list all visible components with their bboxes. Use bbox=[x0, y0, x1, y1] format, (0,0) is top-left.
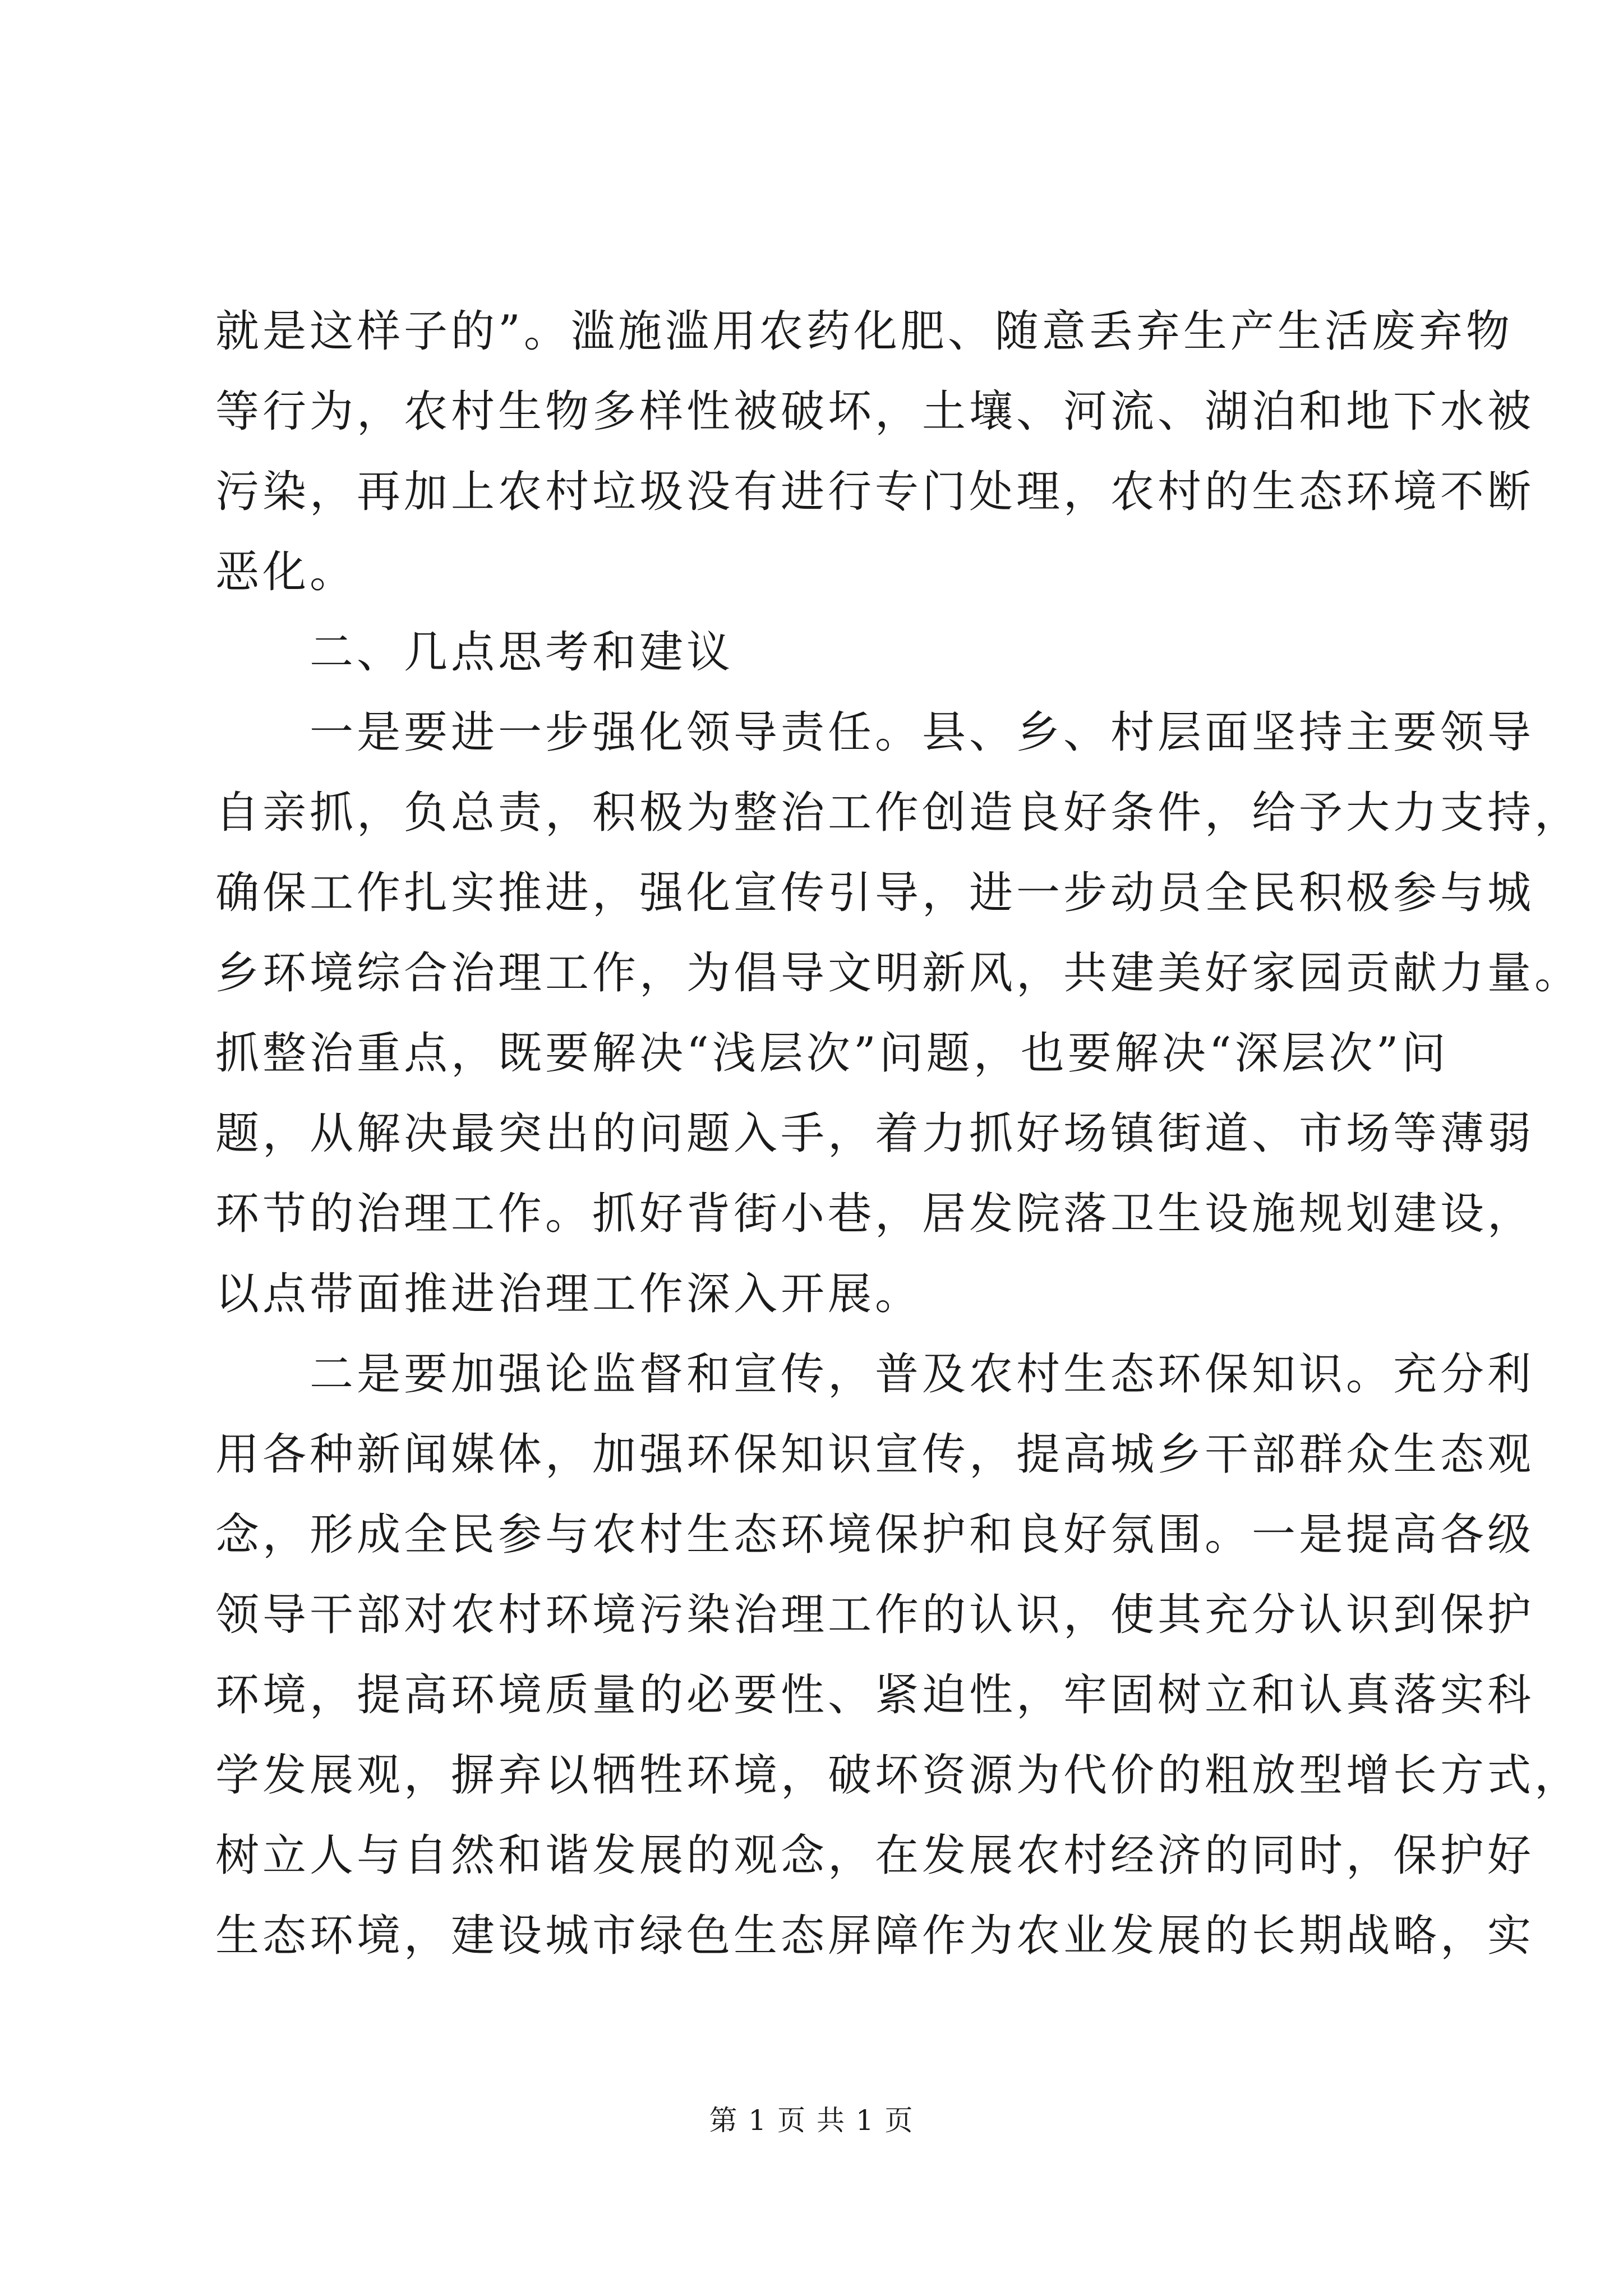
text-line: 用各种新闻媒体，加强环保知识宣传，提高城乡干部群众生态观 bbox=[215, 1429, 1535, 1480]
text-line: 题，从解决最突出的问题入手，着力抓好场镇街道、市场等薄弱 bbox=[215, 1108, 1535, 1159]
text-line: 以点带面推进治理工作深入开展。 bbox=[215, 1269, 923, 1319]
text-line: 抓整治重点，既要解决“浅层次”问题，也要解决“深层次”问 bbox=[215, 1028, 1449, 1079]
text-line: 乡环境综合治理工作，为倡导文明新风，共建美好家园贡献力量。 bbox=[215, 948, 1582, 999]
text-line: 学发展观，摒弃以牺牲环境，破坏资源为代价的粗放型增长方式， bbox=[215, 1750, 1582, 1801]
text-line: 树立人与自然和谐发展的观念，在发展农村经济的同时，保护好 bbox=[215, 1830, 1535, 1881]
document-body bbox=[215, 292, 1582, 1976]
text-line: 确保工作扎实推进，强化宣传引导，进一步动员全民积极参与城 bbox=[215, 868, 1535, 918]
text-line: 二是要加强论监督和宣传，普及农村生态环保知识。充分利 bbox=[310, 1349, 1535, 1400]
text-line: 就是这样子的”。滥施滥用农药化肥、随意丢弃生产生活废弃物 bbox=[215, 306, 1513, 357]
text-line: 领导干部对农村环境污染治理工作的认识，使其充分认识到保护 bbox=[215, 1590, 1535, 1640]
text-line: 等行为，农村生物多样性被破坏，土壤、河流、湖泊和地下水被 bbox=[215, 386, 1535, 437]
text-line: 念，形成全民参与农村生态环境保护和良好氛围。一是提高各级 bbox=[215, 1510, 1535, 1560]
text-line: 生态环境，建设城市绿色生态屏障作为农业发展的长期战略，实 bbox=[215, 1911, 1535, 1961]
text-line: 一是要进一步强化领导责任。县、乡、村层面坚持主要领导 bbox=[310, 707, 1535, 758]
text-line: 恶化。 bbox=[215, 547, 357, 597]
page-footer: 第 1 页 共 1 页 bbox=[709, 2104, 914, 2137]
text-line: 自亲抓，负总责，积极为整治工作创造良好条件，给予大力支持， bbox=[215, 788, 1582, 838]
text-line: 环境，提高环境质量的必要性、紧迫性，牢固树立和认真落实科 bbox=[215, 1670, 1535, 1720]
text-line: 环节的治理工作。抓好背街小巷，居发院落卫生设施规划建设， bbox=[215, 1189, 1535, 1239]
text-line: 污染，再加上农村垃圾没有进行专门处理，农村的生态环境不断 bbox=[215, 467, 1535, 517]
text-line: 二、几点思考和建议 bbox=[310, 627, 734, 678]
